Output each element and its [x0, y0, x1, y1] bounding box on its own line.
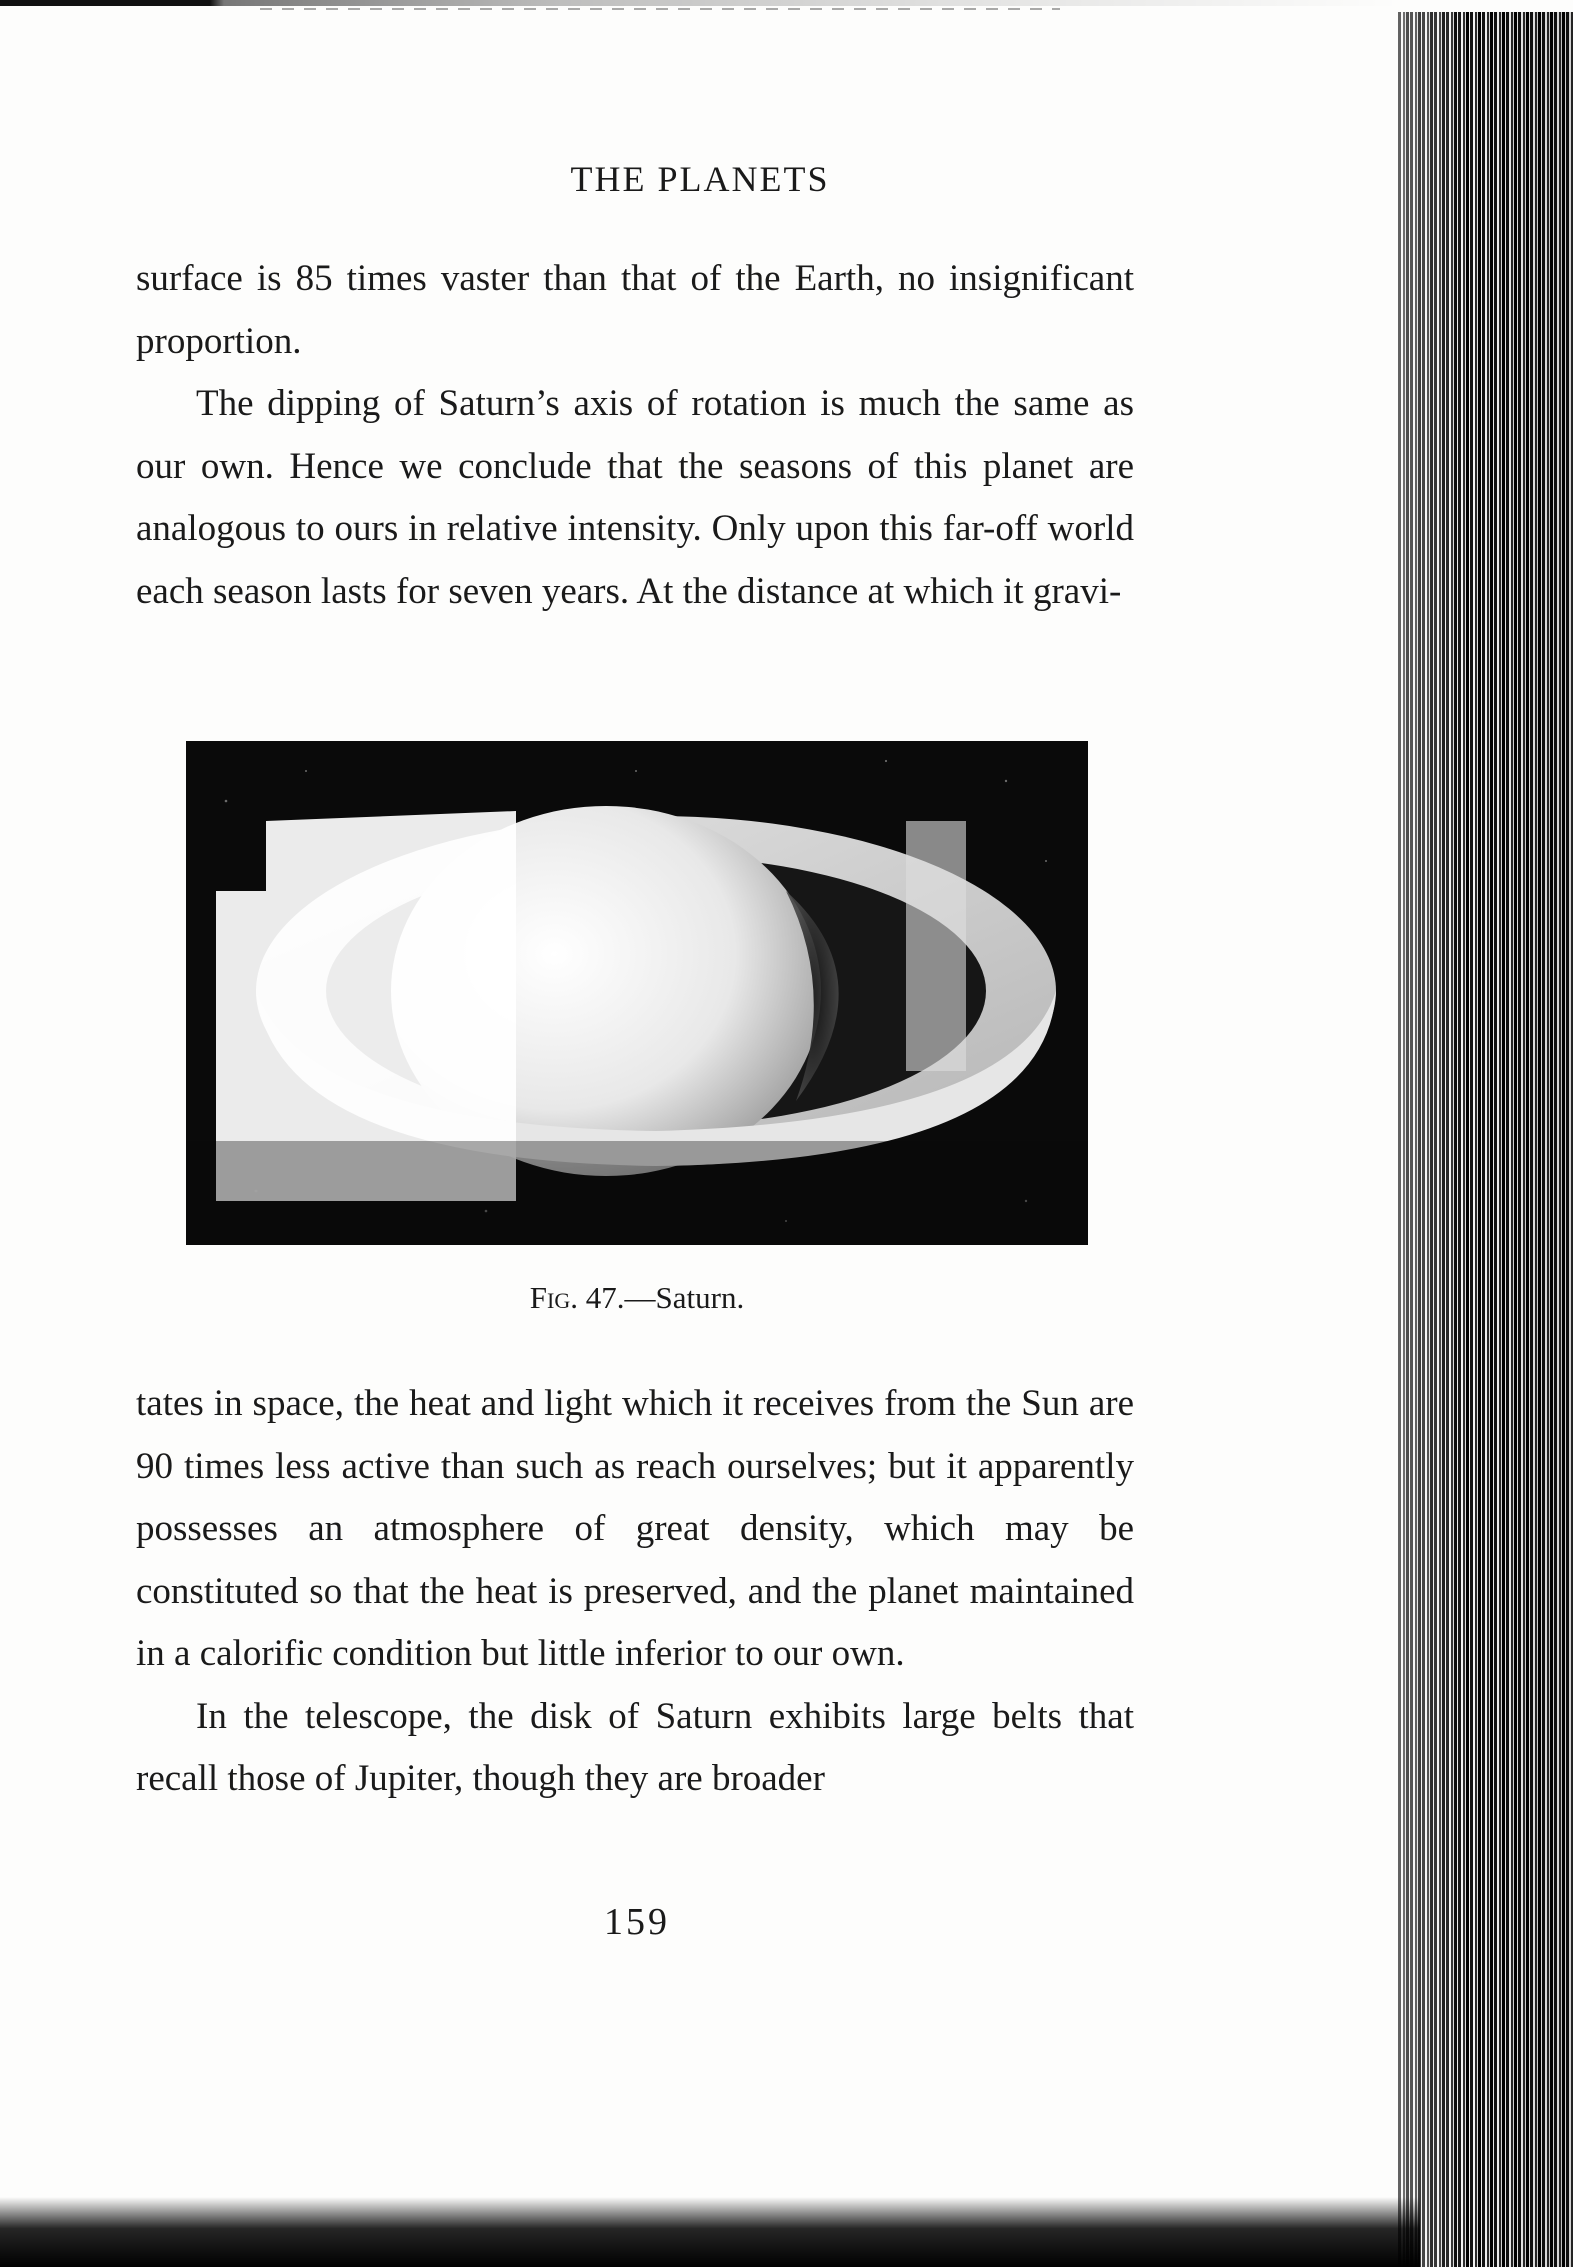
figure-caption	[0, 1280, 1274, 1316]
paragraph-atmosphere: tates in space, the heat and light which it receives from the Sun are 90 times less active than such as reach ourselves; but it apparently possesses an atmosphere of great density, which may be constituted so that the heat is preserved, and the planet maintained in a calorific condition but little inferior to our own.	[136, 1383, 1134, 1674]
figure-label: Fig. 47.	[529, 1280, 625, 1315]
paragraph-telescope: In the telescope, the disk of Saturn exhibits large belts that recall those of Jupiter, though they are broader	[136, 1695, 1134, 1799]
figure-title: —Saturn.	[624, 1280, 745, 1315]
running-head: THE PLANETS	[570, 159, 830, 199]
scan-top-artifact	[260, 8, 1060, 10]
paragraph-axis: The dipping of Saturn’s axis of rotation is much the same as our own. Hence we conclude that the seasons of this planet are analogous to ours in relative intensity. Only upon this far-off world each season lasts for seven years. At the distance at which it gravi-	[136, 383, 1134, 612]
saturn-figure	[186, 741, 1088, 1245]
text-block-top	[136, 248, 1134, 623]
scan-bottom-edge	[0, 2197, 1420, 2267]
page-number: 159	[604, 1901, 670, 1943]
text-block-bottom	[136, 1373, 1134, 1811]
book-fore-edge-shade	[1398, 12, 1573, 2267]
paragraph-continued: surface is 85 times vaster than that of the Earth, no insignificant proportion.	[136, 258, 1134, 362]
scan-top-edge	[0, 0, 1400, 6]
saturn-illustration	[186, 741, 1088, 1245]
